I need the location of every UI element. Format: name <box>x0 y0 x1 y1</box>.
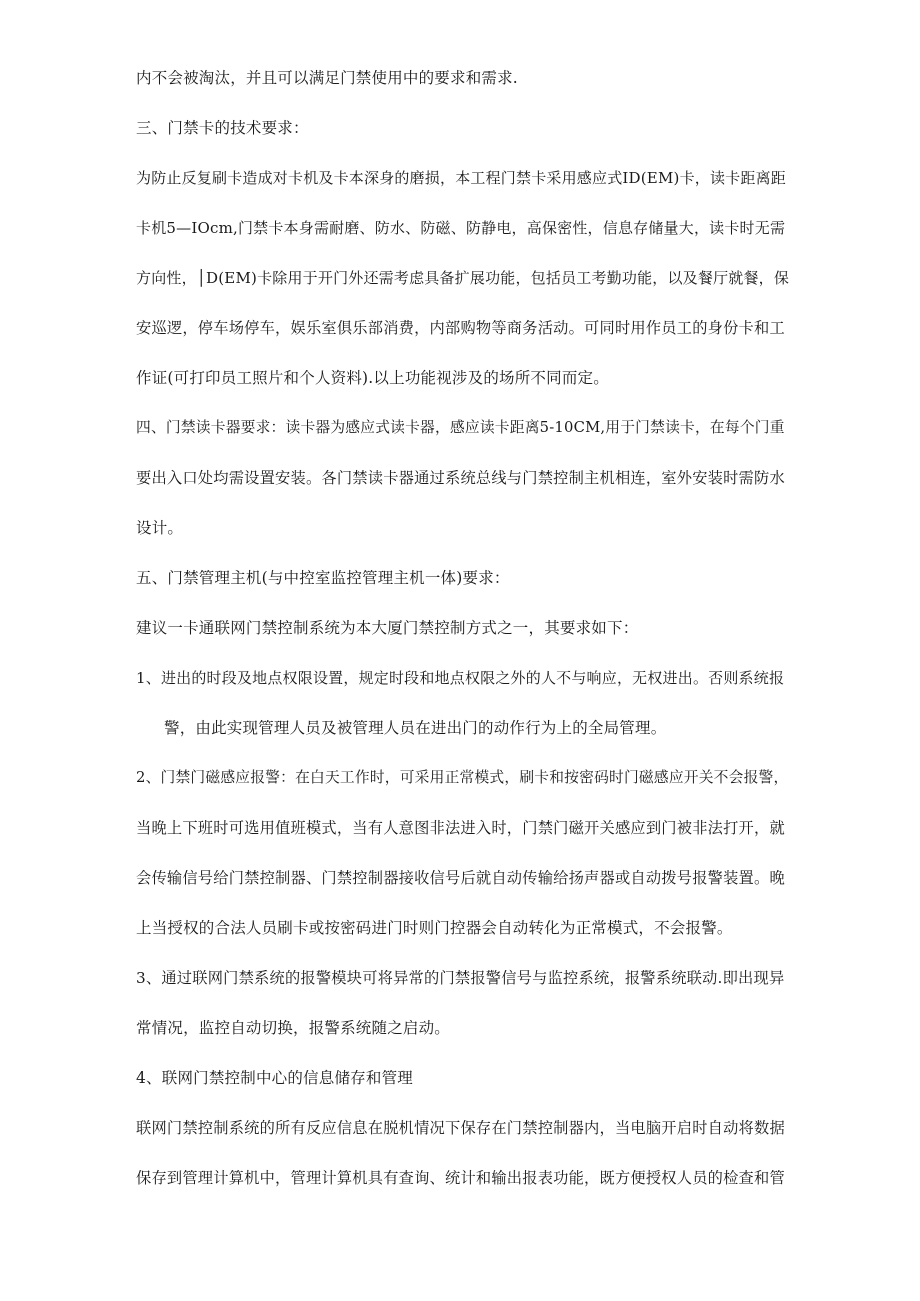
text-line: 会传输信号给门禁控制器、门禁控制器接收信号后就自动传输给扬声器或自动拨号报警装置。晚 <box>136 869 785 887</box>
text-line: 方向性，│D(EM)卡除用于开门外还需考虑具备扩展功能，包括员工考勤功能，以及餐厅就餐，保 <box>136 269 790 287</box>
text-line: 内不会被淘汰，并且可以满足门禁使用中的要求和需求. <box>136 69 518 87</box>
text-line: 建议一卡通联网门禁控制系统为本大厦门禁控制方式之一，其要求如下： <box>136 619 639 637</box>
list-item: 2、门禁门磁感应报警：在白天工作时，可采用正常模式，刷卡和按密码时门磁感应开关不会报警， <box>136 769 789 786</box>
text-line: 安巡逻，停车场停车，娱乐室俱乐部消费，内部购物等商务活动。可同时用作员工的身份卡和工 <box>136 319 785 337</box>
list-item: 4、联网门禁控制中心的信息储存和管理 <box>136 1069 413 1087</box>
section-heading: 五、门禁管理主机(与中控室监控管理主机一体)要求： <box>136 569 510 587</box>
text-line: 联网门禁控制系统的所有反应信息在脱机情况下保存在门禁控制器内，当电脑开启时自动将数据 <box>136 1119 785 1137</box>
text-line: 上当授权的合法人员刷卡或按密码进门时则门控器会自动转化为正常模式，不会报警。 <box>136 919 733 937</box>
list-item-continuation: 警，由此实现管理人员及被管理人员在进出门的动作行为上的全局管理。 <box>164 719 667 737</box>
text-line: 设计。 <box>136 519 184 537</box>
text-line: 作证(可打印员工照片和个人资料).以上功能视涉及的场所不同而定。 <box>136 369 609 387</box>
text-line: 常情况，监控自动切换，报警系统随之启动。 <box>136 1019 451 1037</box>
text-line: 卡机5—IOcm,门禁卡本身需耐磨、防水、防磁、防静电，高保密性，信息存储量大，读卡时无需 <box>136 219 786 237</box>
section-heading: 四、门禁读卡器要求：读卡器为感应式读卡器，感应读卡距离5-10CM,用于门禁读卡，在每个门重 <box>136 419 785 436</box>
list-item: 3、通过联网门禁系统的报警模块可将异常的门禁报警信号与监控系统，报警系统联动.即出现异 <box>136 969 785 987</box>
text-line: 当晚上下班时可选用值班模式，当有人意图非法进入时，门禁门磁开关感应到门被非法打开，就 <box>136 819 785 837</box>
list-item: 1、进出的时段及地点权限设置，规定时段和地点权限之外的人不与响应，无权进出。否则系统报 <box>136 669 785 687</box>
section-heading: 三、门禁卡的技术要求： <box>136 119 309 137</box>
text-line: 为防止反复刷卡造成对卡机及卡本深身的磨损，本工程门禁卡采用感应式ID(EM)卡，读卡距离距 <box>136 169 786 187</box>
text-line: 要出入口处均需设置安装。各门禁读卡器通过系统总线与门禁控制主机相连，室外安装时需防水 <box>136 469 785 487</box>
text-line: 保存到管理计算机中，管理计算机具有查询、统计和输出报表功能，既方便授权人员的检查和管 <box>136 1169 785 1187</box>
